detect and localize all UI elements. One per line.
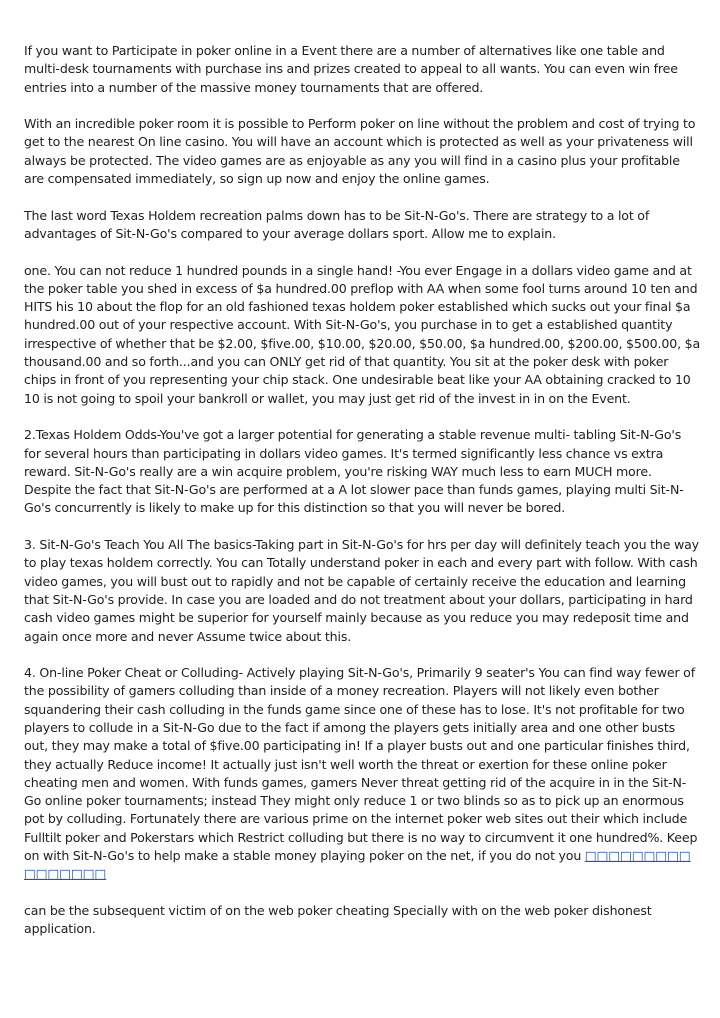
paragraph-text: 4. On-line Poker Cheat or Colluding- Actively playing Sit-N-Go's, Primarily 9 seater's You can find way fewer of the possibility of gamers colluding than inside of a money recreation. Players will not likely even bother squandering their cash colluding in the funds game since one of these has to lose. It's not profitable for two players to collude in a Sit-N-Go due to the fact if among the players gets initially area and one other busts out, they may make a total of $five.00 participating in! If a player busts out and one particular finishes third, they actually Reduce income! It actually just isn't well worth the threat or exertion for these online poker cheating men and women. With funds games, gamers Never threat getting rid of the acquire in in the Sit-N-Go online poker tournaments; instead They might only reduce 1 or two blinds so as to pick up an enormous pot by colluding. Fortunately there are various prime on the internet poker web sites out their which include Fulltilt poker and Pokerstars which Restrict colluding but there is no way to circumvent it one hundred%. Keep on with Sit-N-Go's to help make a stable money playing poker on the net, if you do not you — [24, 665, 698, 864]
paragraph: The last word Texas Holdem recreation palms down has to be Sit-N-Go's. There are strategy to a lot of advantages of Sit-N-Go's compared to your average dollars sport. Allow me to explain. — [24, 207, 650, 241]
paragraph: one. You can not reduce 1 hundred pounds in a single hand! -You ever Engage in a dollars video game and at the poker table you shed in excess of $a hundred.00 preflop with AA when some fool turns around 10 ten and HITS his 10 about the flop for an old fashioned texas holdem poker established which sucks out your final $a hundred.00 out of your respective account. With Sit-N-Go's, you purchase in to get a established quantity irrespective of whether that be $2.00, $five.00, $10.00, $20.00, $50.00, $a hundred.00, $200.00, $500.00, $a thousand.00 and so forth...and you can ONLY get rid of that quantity. You sit at the poker desk with poker chips in front of you representing your chip stack. One undesirable beat like your AA obtaining cracked to 10 10 is not going to spoil your bankroll or wallet, you may just get rid of the invest in in on the Event. — [24, 262, 701, 406]
article-body — [24, 42, 701, 957]
paragraph-with-link — [24, 664, 701, 884]
inline-link[interactable]: □□□□□□□□□ □□□□□□□ — [24, 848, 691, 882]
paragraph: With an incredible poker room it is possible to Perform poker on line without the problem and cost of trying to get to the nearest On line casino. You will have an account which is protected as well as your privateness will always be protected. The video games are as enjoyable as any you will find in a casino plus your profitable are compensated immediately, so sign up now and enjoy the online games. — [24, 116, 696, 187]
paragraph: 2.Texas Holdem Odds-You've got a larger potential for generating a stable revenue multi- tabling Sit-N-Go's for several hours than participating in dollars video games. It's termed significantly less chance vs extra reward. Sit-N-Go's really are a win acquire problem, you're risking WAY much less to earn MUCH more. Despite the fact that Sit-N-Go's are performed at a A lot slower pace than funds games, playing multi Sit-N-Go's concurrently is likely to make up for this distinction so that you will never be bored. — [24, 427, 684, 516]
paragraph-final: can be the subsequent victim of on the web poker cheating Specially with on the web poker dishonest application. — [24, 902, 652, 937]
paragraph: 3. Sit-N-Go's Teach You All The basics-Taking part in Sit-N-Go's for hrs per day will definitely teach you the way to play texas holdem correctly. You can Totally understand poker in each and every part with follow. With cash video games, you will bust out to rapidly and not be capable of certainly receive the education and learning that Sit-N-Go's provide. In case you are loaded and do not treatment about your dollars, participating in hard cash video games might be superior for yourself mainly because as you reduce you may redeposit time and again once more and never Assume twice about this. — [24, 537, 699, 644]
paragraph: If you want to Participate in poker online in a Event there are a number of alternatives like one table and multi-desk tournaments with purchase ins and prizes created to appeal to all wants. You can even win free entries into a number of the massive money tournaments that are offered. — [24, 43, 678, 95]
